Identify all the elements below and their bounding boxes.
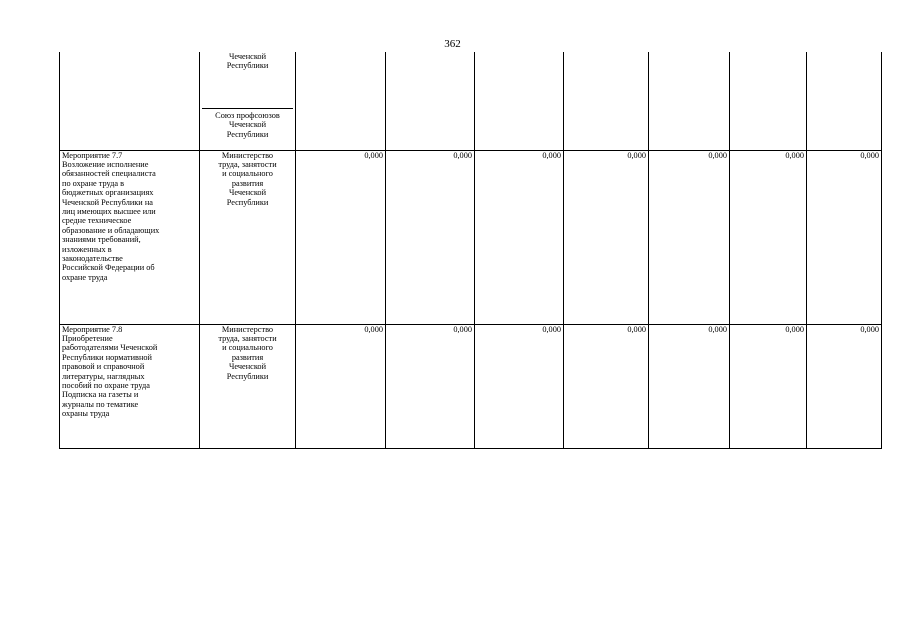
value-cell: 0,000 xyxy=(649,150,730,324)
value-cell xyxy=(730,52,807,150)
table-row-measure-7-7 xyxy=(60,150,882,324)
value-cell: 0,000 xyxy=(807,150,882,324)
value-cell: 0,000 xyxy=(296,324,386,448)
value-cell xyxy=(386,52,475,150)
value-cell: 0,000 xyxy=(475,324,564,448)
table-row-continuation xyxy=(60,52,882,150)
executor-top-text: Чеченской Республики xyxy=(202,52,293,109)
value-cell xyxy=(296,52,386,150)
value-cell: 0,000 xyxy=(730,150,807,324)
measure-name-cell xyxy=(60,52,200,150)
table-row-measure-7-8 xyxy=(60,324,882,448)
budget-table xyxy=(59,52,882,449)
value-cell: 0,000 xyxy=(807,324,882,448)
value-cell: 0,000 xyxy=(730,324,807,448)
measure-name-cell: Мероприятие 7.7 Возложение исполнение обязанностей специалиста по охране труда в бюджетных организациях Чеченской Республики на лиц имеющих высшее или средне техническое образование и обладающих знаниями требований, изложенных в законодательстве Российской Федерации об охране труда xyxy=(60,150,200,324)
executor-cell: Министерство труда, занятости и социального развития Чеченской Республики xyxy=(200,324,296,448)
value-cell: 0,000 xyxy=(564,324,649,448)
executor-cell xyxy=(200,52,296,150)
value-cell: 0,000 xyxy=(386,324,475,448)
value-cell: 0,000 xyxy=(296,150,386,324)
value-cell: 0,000 xyxy=(475,150,564,324)
value-cell: 0,000 xyxy=(564,150,649,324)
value-cell xyxy=(649,52,730,150)
value-cell: 0,000 xyxy=(386,150,475,324)
page-number: 362 xyxy=(444,38,461,50)
value-cell xyxy=(475,52,564,150)
measure-name-cell: Мероприятие 7.8 Приобретение работодателями Чеченской Республики нормативной правовой и справочной литературы, наглядных пособий по охране труда Подписка на газеты и журналы по тематике охраны труда xyxy=(60,324,200,448)
value-cell: 0,000 xyxy=(649,324,730,448)
value-cell xyxy=(564,52,649,150)
value-cell xyxy=(807,52,882,150)
executor-bottom-text: Союз профсоюзов Чеченской Республики xyxy=(215,111,280,139)
executor-cell: Министерство труда, занятости и социального развития Чеченской Республики xyxy=(200,150,296,324)
